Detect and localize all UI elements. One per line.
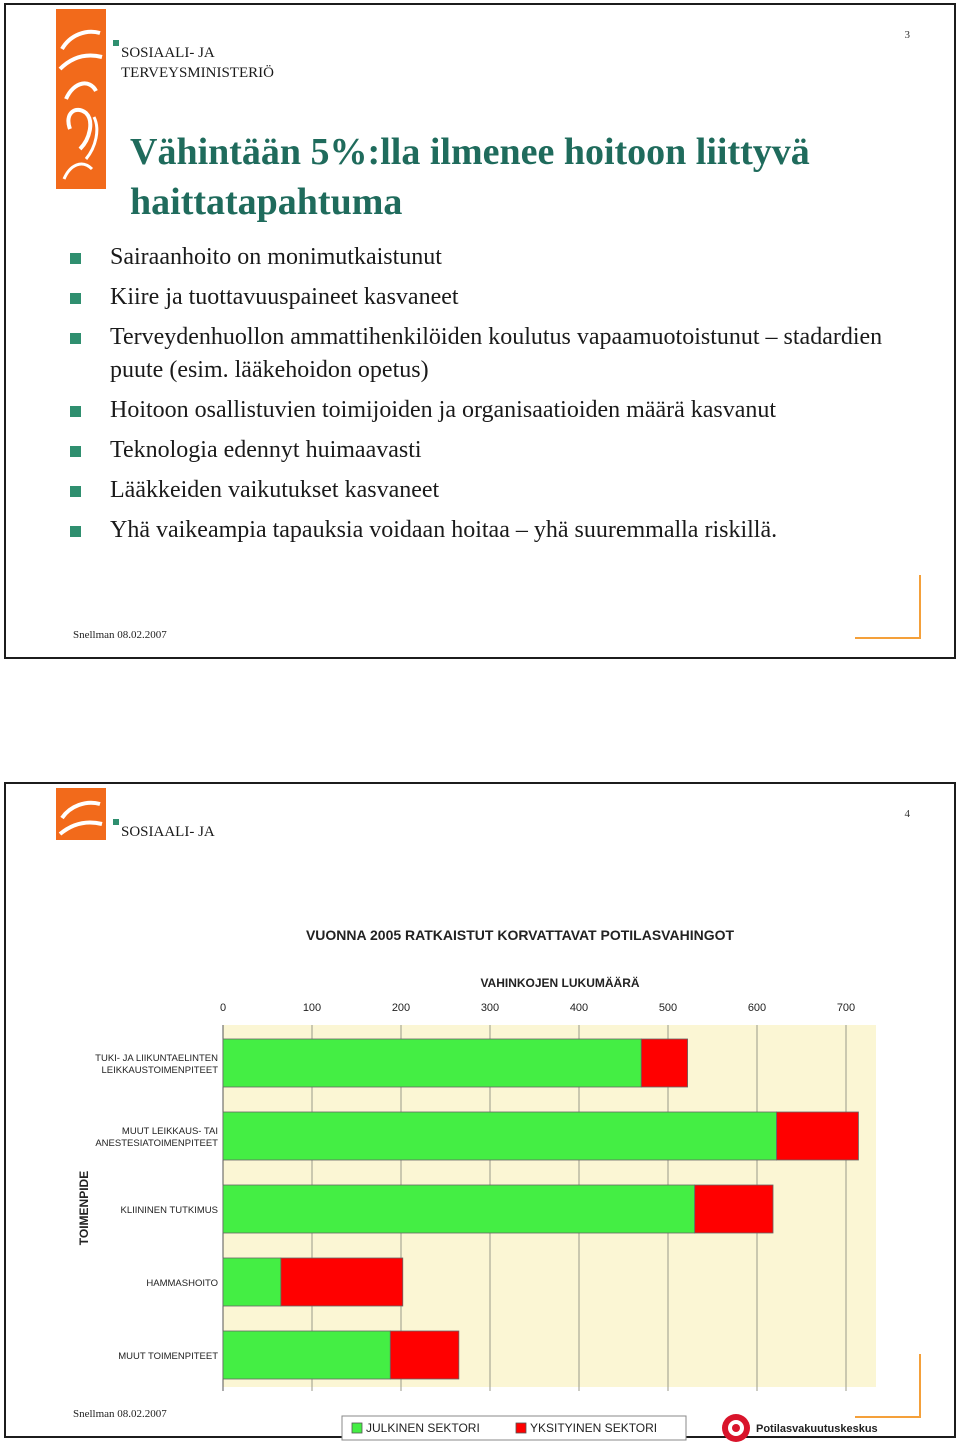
category-label: KLIININEN TUTKIMUS — [120, 1205, 218, 1216]
slide-3 — [4, 3, 956, 659]
bullet-item: Sairaanhoito on monimutkaistunut — [70, 241, 930, 274]
potilasvakuutuskeskus-logo-icon — [732, 1424, 740, 1432]
legend-swatch — [352, 1423, 362, 1433]
bar-julkinen — [223, 1258, 281, 1306]
ministry-line-1: SOSIAALI- JA — [121, 45, 215, 61]
page-number: 3 — [904, 29, 910, 41]
legend-label: YKSITYINEN SEKTORI — [530, 1421, 658, 1435]
x-tick-label: 0 — [219, 1002, 227, 1014]
bar-julkinen — [223, 1112, 777, 1160]
bullet-square-icon — [70, 293, 81, 304]
bullet-square-icon — [70, 486, 81, 497]
page-number: 4 — [904, 808, 910, 820]
slide-title: Vähintään 5%:lla ilmenee hoitoon liittyvä haittatapahtuma — [130, 131, 810, 223]
x-tick-label: 300 — [480, 1002, 500, 1014]
category-label: LEIKKAUSTOIMENPITEET — [101, 1065, 218, 1076]
legend-label: JULKINEN SEKTORI — [366, 1421, 480, 1435]
slide-footer: Snellman 08.02.2007 — [73, 629, 167, 641]
bullet-list — [70, 241, 930, 554]
ministry-logo-icon — [56, 9, 106, 189]
category-label: TUKI- JA LIIKUNTAELINTEN — [95, 1053, 218, 1064]
bullet-item: Terveydenhuollon ammattihenkilöiden koulutus vapaamuotoistunut – stadardien puute (esim. lääkehoidon opetus) — [70, 321, 930, 387]
ministry-line-1: SOSIAALI- JA — [121, 824, 215, 840]
slide-4 — [4, 782, 956, 1438]
x-tick-label: 100 — [302, 1002, 322, 1014]
x-tick-label: 500 — [658, 1002, 678, 1014]
bar-yksityinen — [390, 1331, 459, 1379]
legend-swatch — [516, 1423, 526, 1433]
ministry-logo-icon — [56, 788, 106, 840]
bar-yksityinen — [777, 1112, 859, 1160]
bar-yksityinen — [641, 1039, 687, 1087]
y-axis-label: TOIMENPIDE — [77, 1170, 91, 1246]
bullet-item: Lääkkeiden vaikutukset kasvaneet — [70, 474, 930, 507]
ministry-name — [121, 822, 215, 842]
category-label: MUUT TOIMENPITEET — [118, 1351, 218, 1362]
bar-julkinen — [223, 1331, 390, 1379]
x-tick-label: 400 — [569, 1002, 589, 1014]
bullet-square-icon — [70, 526, 81, 537]
corner-decoration — [855, 1354, 921, 1418]
x-axis-label: VAHINKOJEN LUKUMÄÄRÄ — [480, 976, 640, 990]
chart-title: VUONNA 2005 RATKAISTUT KORVATTAVAT POTILASVAHINGOT — [305, 927, 735, 943]
bar-julkinen — [223, 1185, 695, 1233]
bar-yksityinen — [695, 1185, 773, 1233]
slide-footer: Snellman 08.02.2007 — [73, 1408, 167, 1420]
x-tick-label: 600 — [747, 1002, 767, 1014]
bullet-square-icon — [70, 333, 81, 344]
bullet-square-icon — [70, 406, 81, 417]
category-label: ANESTESIATOIMENPITEET — [95, 1138, 218, 1149]
bullet-item: Hoitoon osallistuvien toimijoiden ja organisaatioiden määrä kasvanut — [70, 394, 930, 427]
x-tick-label: 200 — [391, 1002, 411, 1014]
bullet-square-icon — [70, 446, 81, 457]
x-tick-label: 700 — [836, 1002, 856, 1014]
bar-julkinen — [223, 1039, 641, 1087]
ministry-line-2: TERVEYSMINISTERIÖ — [121, 65, 274, 81]
bar-yksityinen — [281, 1258, 403, 1306]
bullet-item: Kiire ja tuottavuuspaineet kasvaneet — [70, 281, 930, 314]
bullet-square-icon — [70, 253, 81, 264]
ministry-name — [121, 43, 274, 83]
corner-decoration — [855, 575, 921, 639]
bullet-item: Teknologia edennyt huimaavasti — [70, 434, 930, 467]
category-label: HAMMASHOITO — [146, 1278, 218, 1289]
bullet-item: Yhä vaikeampia tapauksia voidaan hoitaa – yhä suuremmalla riskillä. — [70, 514, 930, 547]
potilasvakuutuskeskus-logo-text: Potilasvakuutuskeskus — [756, 1423, 878, 1435]
category-label: MUUT LEIKKAUS- TAI — [121, 1126, 218, 1137]
